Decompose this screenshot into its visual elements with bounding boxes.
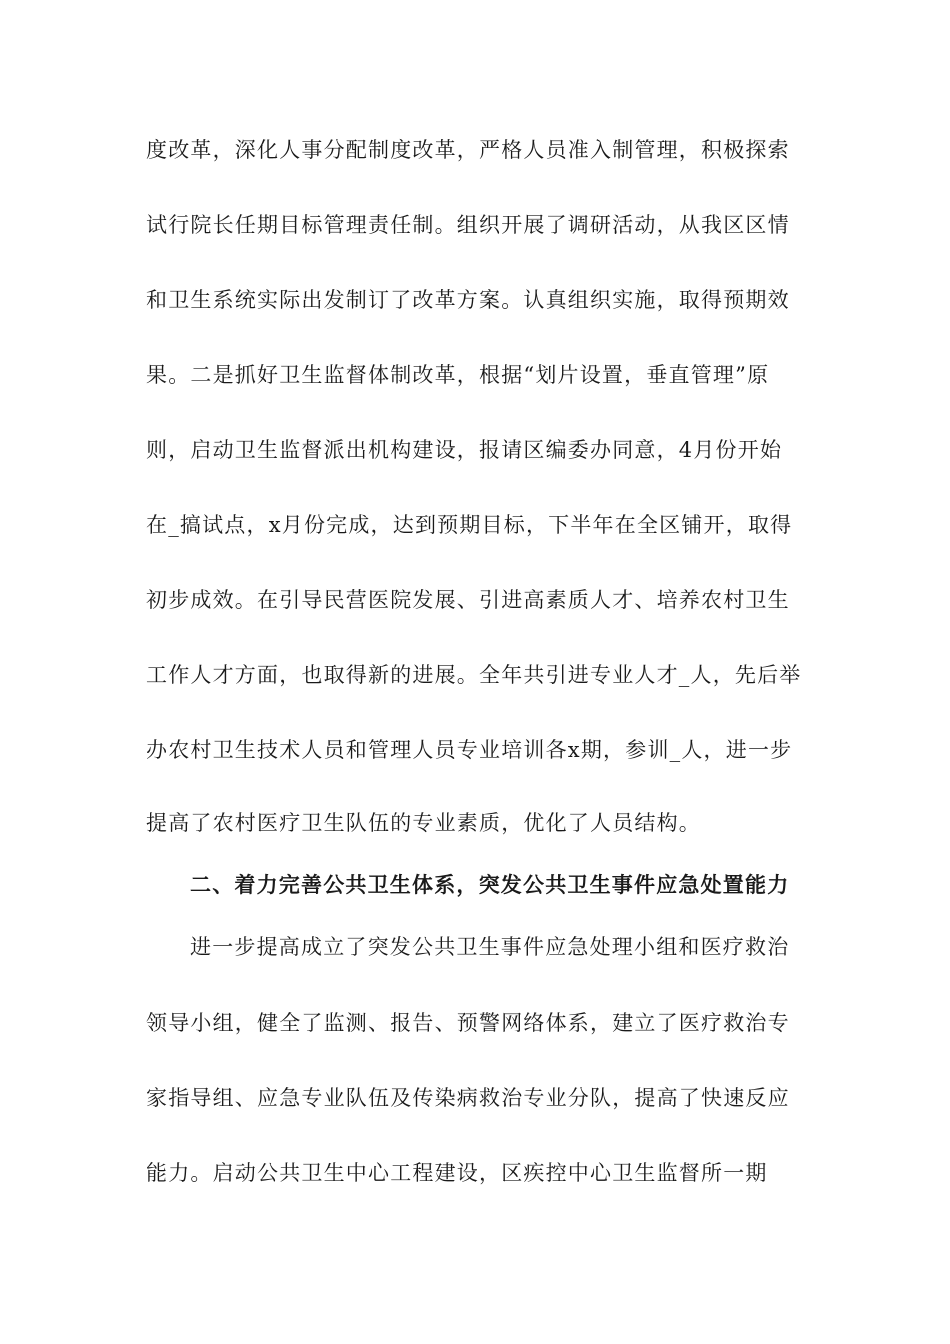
- paragraph-line: 家指导组、应急专业队伍及传染病救治专业分队，提高了快速反应: [146, 1086, 790, 1110]
- paragraph-line: 办农村卫生技术人员和管理人员专业培训各x期，参训_人，进一步: [146, 738, 793, 762]
- paragraph-line: 和卫生系统实际出发制订了改革方案。认真组织实施，取得预期效: [146, 288, 790, 312]
- section-heading: 二、着力完善公共卫生体系，突发公共卫生事件应急处置能力: [190, 872, 790, 897]
- paragraph-line: 提高了农村医疗卫生队伍的专业素质，优化了人员结构。: [146, 811, 701, 835]
- paragraph-line: 能力。启动公共卫生中心工程建设，区疾控中心卫生监督所一期: [146, 1161, 768, 1185]
- paragraph-line: 试行院长任期目标管理责任制。组织开展了调研活动，从我区区情: [146, 213, 790, 237]
- paragraph-line: 在_搞试点，x月份完成，达到预期目标，下半年在全区铺开，取得: [146, 513, 793, 537]
- paragraph-line: 度改革，深化人事分配制度改革，严格人员准入制管理，积极探索: [146, 138, 790, 162]
- paragraph-line: 工作人才方面，也取得新的进展。全年共引进专业人才_人，先后举: [146, 663, 802, 687]
- paragraph-line: 领导小组，健全了监测、报告、预警网络体系，建立了医疗救治专: [146, 1011, 790, 1035]
- paragraph-line: 初步成效。在引导民营医院发展、引进高素质人才、培养农村卫生: [146, 588, 790, 612]
- paragraph-line: 则，启动卫生监督派出机构建设，报请区编委办同意，4月份开始: [146, 438, 783, 462]
- paragraph-line: 进一步提高成立了突发公共卫生事件应急处理小组和医疗救治: [190, 935, 790, 959]
- paragraph-line: 果。二是抓好卫生监督体制改革，根据“划片设置，垂直管理”原: [146, 363, 770, 387]
